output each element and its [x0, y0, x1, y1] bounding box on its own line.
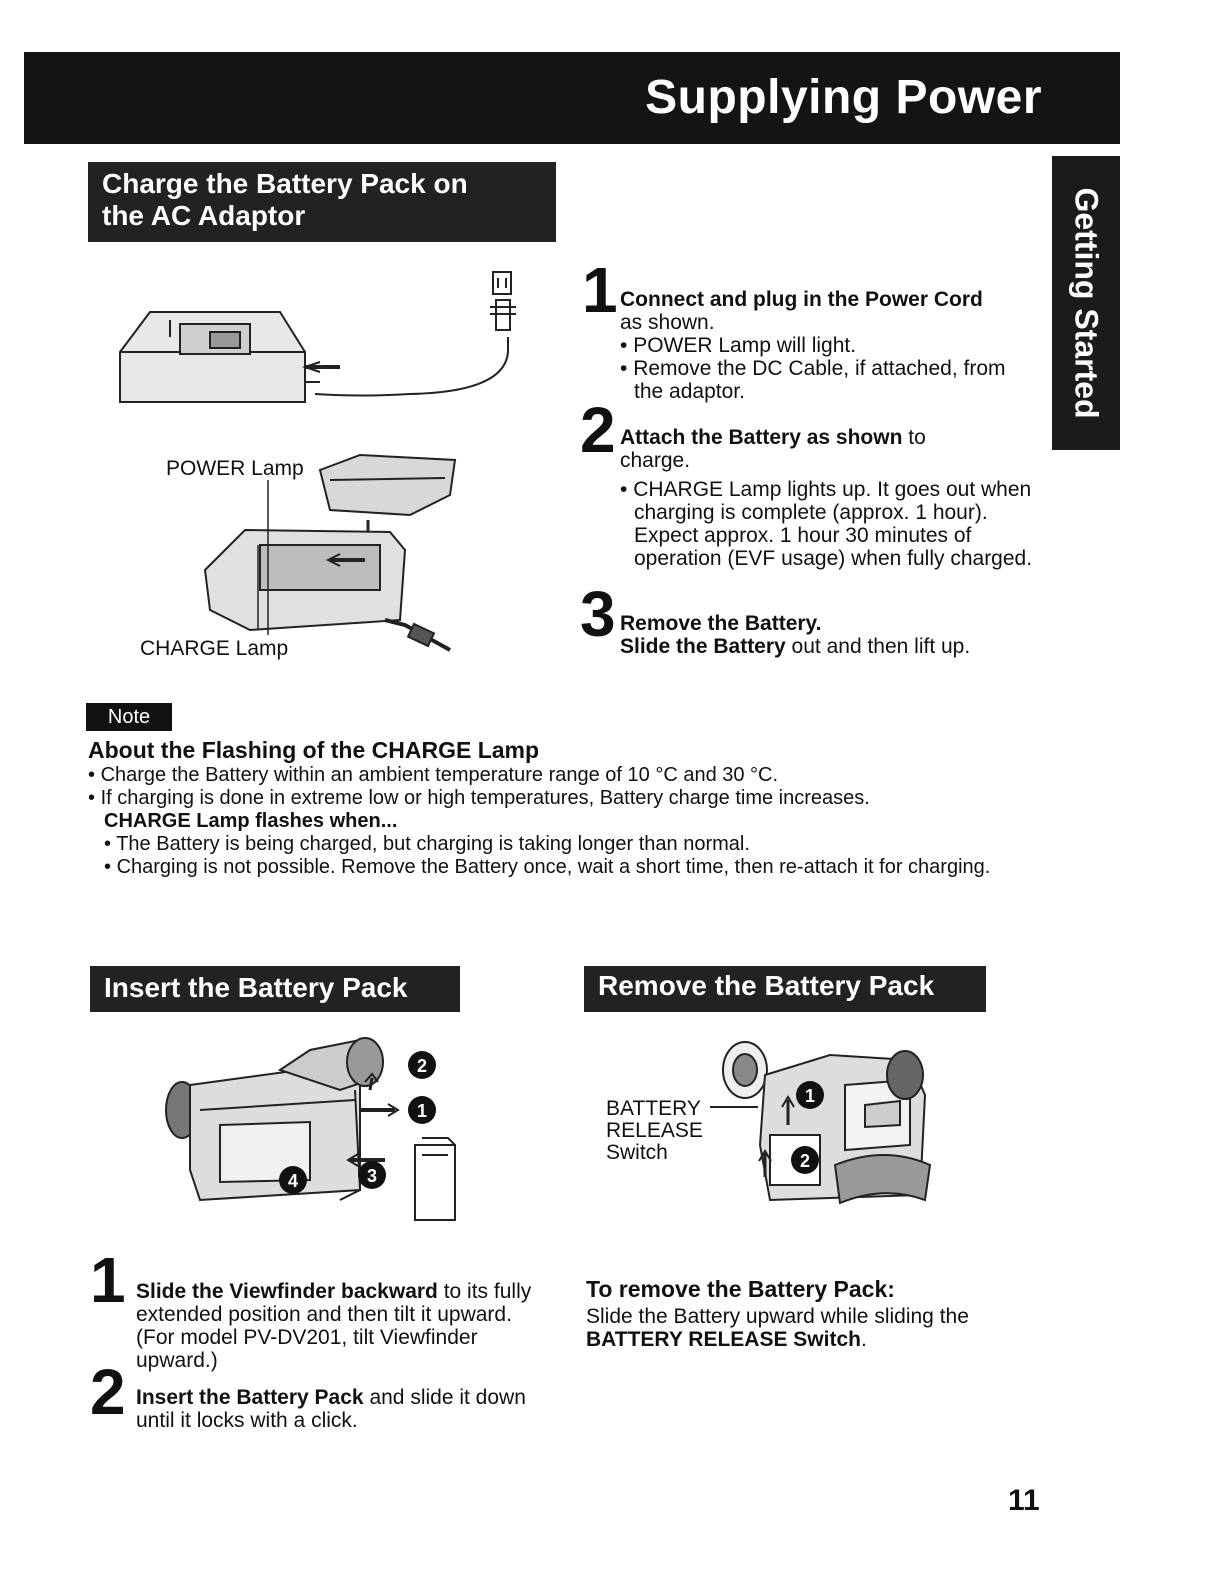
insert-marker: 1 — [416, 1101, 428, 1121]
insert-marker: 4 — [287, 1171, 299, 1191]
battery-on-charger-illustration — [190, 450, 470, 665]
power-lamp-label: POWER Lamp — [166, 457, 304, 480]
charge-step1-text: as shown. — [620, 311, 715, 334]
remove-marker: 1 — [804, 1086, 816, 1106]
battery-release-switch-text: BATTERY RELEASE Switch — [586, 1328, 861, 1351]
remove-title: To remove the Battery Pack: — [586, 1276, 895, 1302]
note-sub-bullet: • The Battery is being charged, but charging is taking longer than normal. — [104, 833, 750, 855]
remove-battery-illustration — [710, 1035, 950, 1220]
charge-header-line2: the AC Adaptor — [102, 200, 306, 232]
charge-lamp-label: CHARGE Lamp — [140, 637, 289, 660]
charge-step2-bullet: • CHARGE Lamp lights up. It goes out when charging is complete (approx. 1 hour). Expect approx. 1 hour 30 minutes of operation (EVF usage) when fully charged. — [620, 478, 1033, 570]
charge-step3-bold2: Slide the Battery — [620, 635, 786, 658]
insert-step1-bold: Slide the Viewfinder backward — [136, 1280, 438, 1303]
charge-step2-text: charge. — [620, 449, 691, 472]
side-tab — [1052, 156, 1120, 450]
side-tab-label: Getting Started — [1068, 187, 1105, 419]
insert-step1: Slide the Viewfinder backward to its fully extended position and then tilt it upward. (For model PV-DV201, tilt Viewfinder upward.) — [136, 1280, 532, 1372]
page-number: 11 — [1008, 1484, 1040, 1517]
note-sub-bullet: • Charging is not possible. Remove the Battery once, wait a short time, then re-attach it for charging. — [104, 856, 991, 878]
page-title: Supplying Power — [645, 71, 1042, 124]
charge-step1 — [620, 288, 1040, 403]
charge-step1-number: 1 — [582, 254, 618, 326]
charge-step2: Attach the Battery as shown to charge. • CHARGE Lamp lights up. It goes out when charging is complete (approx. 1 hour). Expect approx. 1 hour 30 minutes of operation (EVF usage) when fully charged. — [620, 426, 1040, 570]
charge-step1-bold: Connect and plug in the Power Cord — [620, 288, 983, 311]
insert-step1-number: 1 — [90, 1244, 126, 1316]
charge-step2-number: 2 — [580, 394, 616, 466]
ac-adaptor-illustration — [110, 262, 530, 422]
insert-step2: Insert the Battery Pack and slide it down until it locks with a click. — [136, 1386, 526, 1432]
note-tag: Note — [86, 703, 172, 731]
note-bullet: • Charge the Battery within an ambient temperature range of 10 °C and 30 °C. — [88, 764, 779, 786]
note-bullet: • If charging is done in extreme low or high temperatures, Battery charge time increases. — [88, 787, 870, 809]
insert-section-header: Insert the Battery Pack — [90, 966, 460, 1012]
charge-step1-bullet: • POWER Lamp will light. — [620, 334, 857, 357]
charge-header-line1: Charge the Battery Pack on — [102, 168, 468, 199]
title-bar — [24, 52, 1120, 144]
remove-marker: 2 — [799, 1151, 811, 1171]
insert-step2-number: 2 — [90, 1356, 126, 1428]
charge-step2-bold: Attach the Battery as shown — [620, 426, 903, 449]
remove-section-header: Remove the Battery Pack — [584, 966, 986, 1012]
insert-marker: 2 — [416, 1056, 428, 1076]
battery-release-label: BATTERY RELEASE Switch — [606, 1097, 703, 1164]
charge-step1-bullet: • Remove the DC Cable, if attached, from the adaptor. — [620, 357, 1006, 403]
remove-instructions: Slide the Battery upward while sliding the BATTERY RELEASE Switch. — [586, 1305, 969, 1351]
note-body — [88, 736, 1048, 879]
insert-battery-illustration — [160, 1030, 480, 1230]
charge-step3: Remove the Battery. Slide the Battery out and then lift up. — [620, 612, 971, 658]
note-heading: About the Flashing of the CHARGE Lamp — [88, 737, 540, 763]
note-sub-heading: CHARGE Lamp flashes when... — [104, 810, 398, 832]
insert-step2-bold: Insert the Battery Pack — [136, 1386, 364, 1409]
charge-section-header — [88, 162, 556, 242]
charge-step3-bold1: Remove the Battery. — [620, 612, 822, 635]
insert-marker: 3 — [366, 1166, 378, 1186]
charge-step3-number: 3 — [580, 578, 616, 650]
